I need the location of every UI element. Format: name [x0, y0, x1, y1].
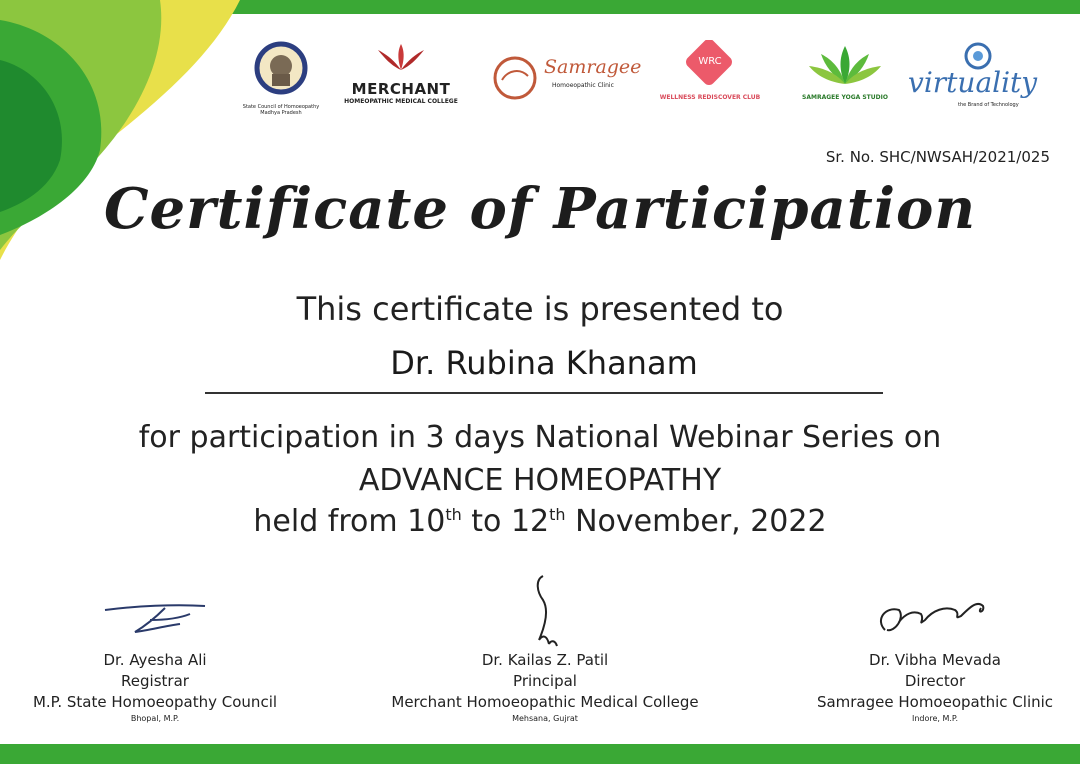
- serial-number: Sr. No. SHC/NWSAH/2021/025: [825, 148, 1050, 166]
- virtuality-logo: [908, 40, 1043, 120]
- signatory-3-name: Dr. Vibha Mevada: [869, 651, 1001, 669]
- signatory-1: [5, 570, 305, 725]
- presented-to-text: This certificate is presented to: [296, 290, 784, 328]
- date-sup-1: th: [445, 505, 462, 524]
- body-line-1: for participation in 3 days National Webinar Series on: [138, 420, 942, 455]
- logo-strip: [240, 40, 1050, 120]
- recipient-name: Dr. Rubina Khanam: [205, 344, 883, 394]
- date-prefix: held from 10: [253, 504, 446, 539]
- signatory-3-role: Director: [904, 672, 966, 690]
- signatory-1-org: M.P. State Homoeopathy Council: [32, 693, 278, 711]
- signature-2: [485, 570, 605, 650]
- signatory-3-place: Indore, M.P.: [911, 714, 959, 723]
- date-suffix: November, 2022: [565, 504, 827, 539]
- samragee-yoga-logo: [795, 40, 895, 120]
- wrc-badge: WRC: [698, 56, 722, 67]
- signatory-2: [360, 570, 730, 725]
- body-line-3: [0, 504, 1080, 539]
- signatory-1-role: Registrar: [121, 672, 189, 690]
- wrc-name: WELLNESS REDISCOVER CLUB: [659, 94, 761, 101]
- merchant-name: MERCHANT: [351, 80, 451, 98]
- merchant-subtitle: HOMEOPATHIC MEDICAL COLLEGE: [344, 98, 458, 105]
- mp-council-logo: [240, 40, 322, 120]
- signature-1: [95, 570, 215, 650]
- date-middle: to 12: [461, 504, 550, 539]
- bottom-green-border: [0, 744, 1080, 764]
- virtuality-name: virtuality: [908, 66, 1038, 99]
- signatory-2-place: Mehsana, Gujrat: [512, 714, 578, 723]
- signatory-3-org: Samragee Homoeopathic Clinic: [816, 693, 1054, 711]
- samragee-logo: [490, 40, 642, 120]
- signatory-2-org: Merchant Homoeopathic Medical College: [391, 693, 699, 711]
- certificate-title: Certificate of Participation: [103, 176, 977, 242]
- signatory-2-name: Dr. Kailas Z. Patil: [481, 651, 609, 669]
- samragee-name: Samragee: [544, 56, 642, 78]
- signature-3: [865, 570, 1005, 650]
- yoga-name: SAMRAGEE YOGA STUDIO: [802, 94, 888, 101]
- signatory-1-name: Dr. Ayesha Ali: [103, 651, 207, 669]
- signatory-1-place: Bhopal, M.P.: [130, 714, 180, 723]
- merchant-logo: [326, 40, 476, 120]
- signatory-3: [795, 570, 1075, 725]
- mp-council-caption: State Council of Homoeopathy Madhya Pradesh: [242, 104, 320, 116]
- body-line-2: ADVANCE HOMEOPATHY: [358, 463, 722, 498]
- samragee-subtitle: Homoeopathic Clinic: [552, 82, 614, 89]
- wrc-logo: [645, 40, 775, 120]
- signatory-2-role: Principal: [513, 672, 577, 690]
- virtuality-subtitle: the Brand of Technology: [958, 102, 1019, 108]
- date-sup-2: th: [549, 505, 566, 524]
